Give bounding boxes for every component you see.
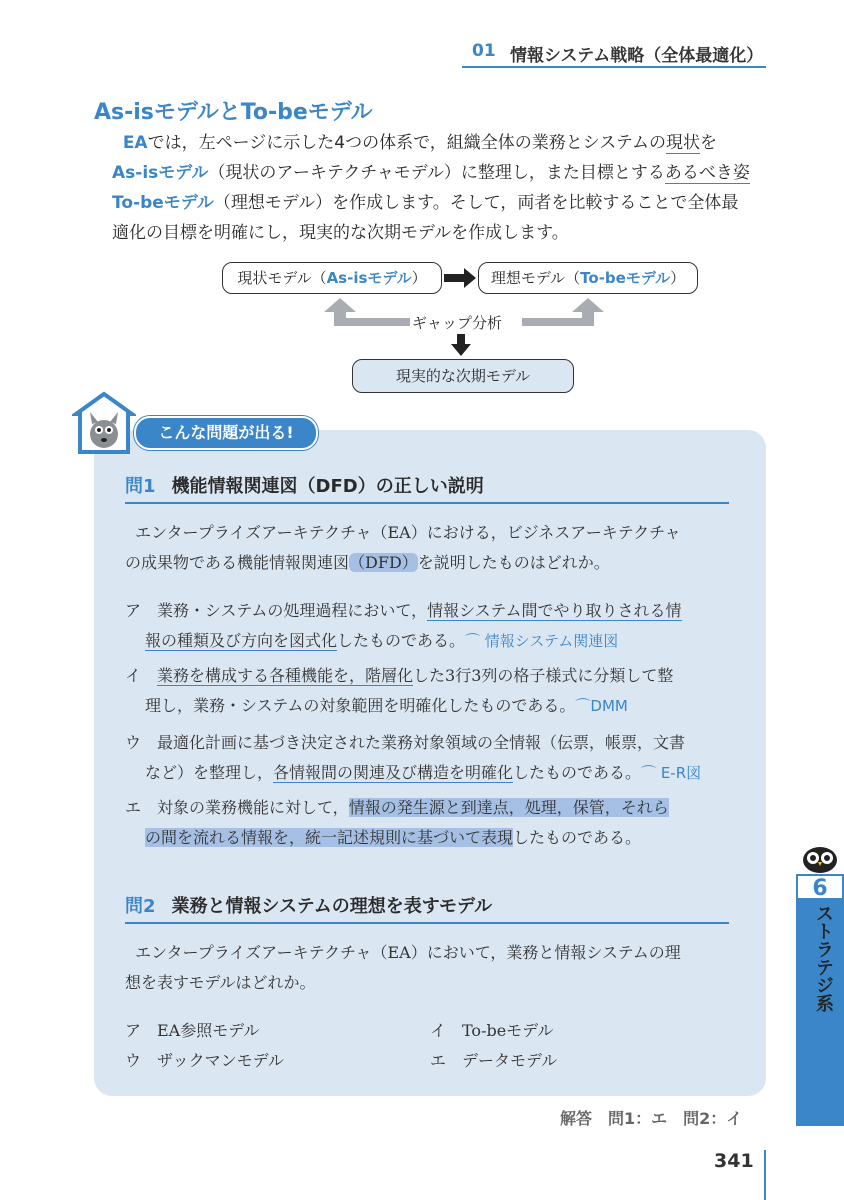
q1-heading: 問1 機能情報関連図（DFD）の正しい説明 [125,472,729,504]
to-be-model-box: 理想モデル（To-beモデル） [478,262,698,294]
chapter-title: 情報システム戦略（全体最適化） [510,46,764,66]
chapter-number: 01 [472,41,496,61]
as-is-model-box: 現状モデル（As-isモデル） [222,262,442,294]
q1-option-a-1: ア 業務・システムの処理過程において，情報システム間でやり取りされる情 [125,601,682,620]
owl-house-icon [72,390,136,454]
q2-option-e: エ データモデル [430,1051,558,1070]
section-title: As-isモデルとTo-beモデル [94,100,373,125]
q2-option-i: イ To-beモデル [430,1021,554,1040]
intro-line-3: To-beモデル（理想モデル）を作成します。そして，両者を比較することで全体最 [112,193,739,213]
side-tab-label: ストラテジ系 [813,904,834,1012]
problem-badge: こんな問題が出る! [134,416,318,450]
q1-option-i-1: イ 業務を構成する各種機能を，階層化した3行3列の格子様式に分類して整 [125,666,674,685]
q2-option-u: ウ ザックマンモデル [125,1051,284,1070]
owl-icon [800,840,840,874]
intro-line-2: As-isモデル（現状のアーキテクチャモデル）に整理し，また目標とするあるべき姿 [112,163,750,183]
q1-option-e-1: エ 対象の業務機能に対して，情報の発生源と到達点，処理，保管，それら [125,798,669,817]
q2-option-a: ア EA参照モデル [125,1021,260,1040]
q1-option-u-1: ウ 最適化計画に基づき決定された業務対象領域の全情報（伝票，帳票，文書 [125,733,686,752]
down-arrow-icon [450,334,472,358]
q1-stem-2: の成果物である機能情報関連図（DFD）を説明したものはどれか。 [125,553,610,572]
chapter-header [462,40,766,68]
page-number: 341 [714,1150,754,1172]
q2-stem-2: 想を表すモデルはどれか。 [125,973,316,992]
side-tab-number: 6 [796,874,844,900]
right-arrow-icon [444,268,478,288]
q2-heading: 問2 業務と情報システムの理想を表すモデル [125,892,729,924]
q1-option-a-2: 報の種類及び方向を図式化したものである。⌒ 情報システム関連図 [145,631,619,650]
next-model-box: 現実的な次期モデル [352,359,574,393]
answer-line: 解答 問1：エ 問2：イ [560,1109,743,1128]
q1-stem-1: エンタープライズアーキテクチャ（EA）における，ビジネスアーキテクチャ [135,523,681,542]
intro-line-4: 適化の目標を明確にし，現実的な次期モデルを作成します。 [112,223,569,243]
intro-line-1: EAでは，左ページに示した4つの体系で，組織全体の業務とシステムの現状を [122,133,718,153]
q1-option-i-2: 理し，業務・システムの対象範囲を明確化したものである。⌒DMM [145,696,628,715]
q2-stem-1: エンタープライズアーキテクチャ（EA）において，業務と情報システムの理 [135,943,681,962]
gap-analysis-label: ギャップ分析 [412,314,503,332]
q1-option-u-2: など）を整理し，各情報間の関連及び構造を明確化したものである。⌒ E-R図 [145,763,702,782]
q1-option-e-2: の間を流れる情報を，統一記述規則に基づいて表現したものである。 [145,828,642,847]
page-rule [764,1150,766,1200]
